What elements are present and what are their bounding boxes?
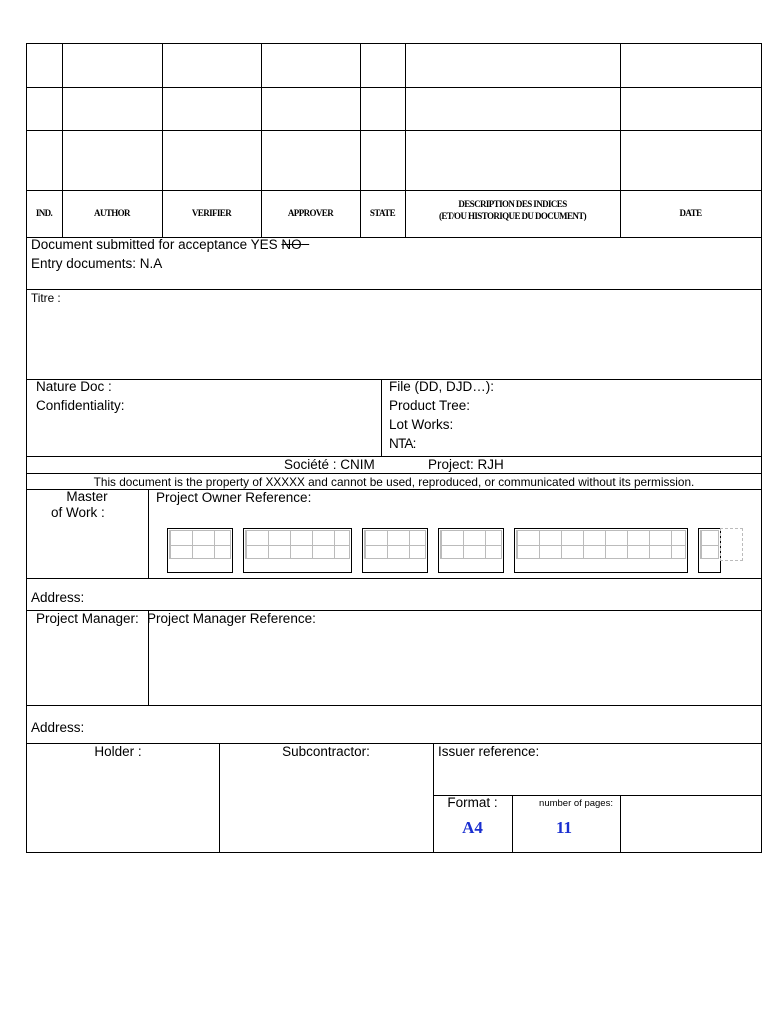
entry-documents: Entry documents: N.A [31, 256, 163, 271]
acceptance-line [31, 237, 309, 253]
confidentiality-label: Confidentiality: [36, 398, 125, 413]
issuer-reference-label: Issuer reference: [438, 744, 540, 759]
master-label-line2: of Work : [51, 505, 105, 520]
document-cover-form [26, 43, 762, 853]
rule-top [26, 43, 762, 44]
rule [26, 130, 762, 131]
header-description-line2: (ET/OU HISTORIQUE DU DOCUMENT) [438, 211, 587, 221]
format-label: Format : [447, 795, 498, 810]
acceptance-no-option: NO [281, 237, 302, 252]
rule [26, 289, 762, 290]
rule [26, 190, 762, 191]
header-author: AUTHOR [94, 208, 130, 218]
strike-tail [302, 237, 310, 252]
rule-left [26, 43, 27, 853]
rule-bottom [26, 852, 762, 853]
rule [148, 489, 149, 578]
rule [26, 578, 762, 579]
owner-reference-box-6[interactable] [698, 528, 721, 573]
project-manager-label: Project Manager: [36, 611, 139, 626]
lot-works-label: Lot Works: [389, 417, 454, 432]
header-approver: APPROVER [287, 208, 334, 218]
owner-reference-box-2[interactable] [243, 528, 352, 573]
master-address-label: Address: [31, 590, 85, 605]
project-manager-reference-label: Project Manager Reference: [147, 611, 316, 626]
subcontractor-label: Subcontractor: [282, 744, 370, 759]
owner-reference-label: Project Owner Reference: [156, 490, 312, 505]
rule [26, 705, 762, 706]
nta-label: NTA: [389, 436, 416, 451]
pages-value: 11 [555, 818, 573, 837]
holder-label: Holder : [94, 744, 142, 759]
rule [26, 87, 762, 88]
nature-doc-label: Nature Doc : [36, 379, 112, 394]
header-date: DATE [679, 208, 702, 218]
rule [26, 456, 762, 457]
header-description-line1: DESCRIPTION DES INDICES [458, 199, 567, 209]
rule [381, 379, 382, 456]
file-label: File (DD, DJD…): [389, 379, 494, 394]
product-tree-label: Product Tree: [389, 398, 471, 413]
owner-reference-box-5[interactable] [514, 528, 688, 573]
master-label-line1: Master [66, 489, 108, 504]
rule-right [761, 43, 762, 853]
owner-reference-box-extra [720, 528, 743, 561]
header-state: STATE [369, 208, 396, 218]
header-verifier: VERIFIER [191, 208, 232, 218]
project-manager-address-label: Address: [31, 720, 85, 735]
header-description [405, 198, 620, 222]
company-societe: Société : CNIM [284, 457, 375, 472]
property-notice: This document is the property of XXXXX and cannot be used, reproduced, or communicated without its permission. [93, 475, 695, 489]
owner-reference-box-3[interactable] [362, 528, 428, 573]
owner-reference-box-4[interactable] [438, 528, 504, 573]
title-label: Titre : [31, 291, 61, 305]
owner-reference-box-1[interactable] [167, 528, 233, 573]
pages-label: number of pages: [539, 798, 613, 809]
company-project: Project: RJH [428, 457, 504, 472]
acceptance-label: Document submitted for acceptance YES [31, 237, 278, 252]
header-ind: IND. [35, 208, 53, 218]
format-value: A4 [462, 818, 483, 837]
